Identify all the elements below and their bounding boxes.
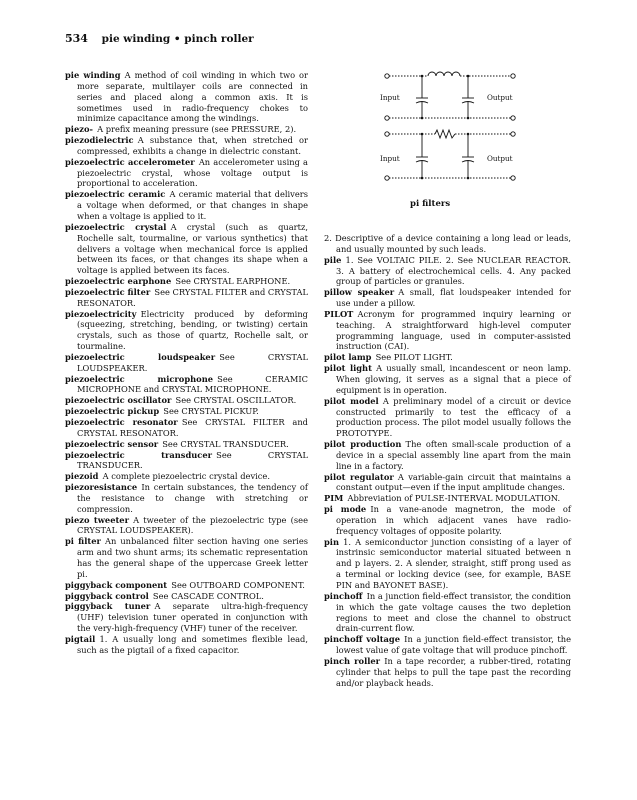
entry-headword: piezoelectric loudspeaker <box>65 351 216 362</box>
entry-headword: piezoid <box>65 471 99 482</box>
entry-headword: piezoresistance <box>65 482 138 493</box>
entry-definition: A preliminary model of a circuit or device constructed primarily to test the efficacy of a production process. The pilot model usually follows the PROTOTYPE. <box>336 395 571 439</box>
entry-headword: piezoelectric oscillator <box>65 395 172 406</box>
entry-definition: In a vane-anode magnetron, the mode of operation in which adjacent vanes have radio-frequency voltages of opposite polarity. <box>336 504 571 536</box>
entry-headword: pilot model <box>324 395 379 406</box>
dictionary-entry <box>324 537 571 591</box>
pi-filter-schematic <box>370 62 530 212</box>
entry-definition: In certain substances, the tendency of the resistance to change with stretching or compression. <box>77 482 308 514</box>
entry-headword: piezoelectric ceramic <box>65 189 166 200</box>
right-column <box>324 233 571 688</box>
dictionary-entry <box>65 189 308 222</box>
dictionary-entry <box>324 363 571 396</box>
dictionary-entry <box>65 395 308 406</box>
entry-headword: piezoelectric pickup <box>65 406 160 417</box>
entry-headword: piezoelectric microphone <box>65 373 214 384</box>
entry-headword: piezo tweeter <box>65 514 129 525</box>
entry-headword: pilot regulator <box>324 471 394 482</box>
entry-headword: pilot light <box>324 363 372 374</box>
entry-headword: piezoelectric transducer <box>65 449 212 460</box>
entry-headword: pile <box>324 254 342 265</box>
dictionary-entry <box>65 439 308 450</box>
entry-headword: pillow speaker <box>324 287 395 298</box>
dictionary-entry <box>65 70 308 124</box>
entry-definition: A ceramic material that delivers a voltage when deformed, or that changes in shape when a voltage is applied to it. <box>77 189 308 221</box>
entry-definition: See CERAMIC MICROPHONE and CRYSTAL MICROPHONE. <box>77 373 308 395</box>
dictionary-entry <box>65 157 308 190</box>
entry-headword: piggyback component <box>65 579 168 590</box>
dictionary-entry <box>65 135 308 157</box>
dictionary-entry <box>65 287 308 309</box>
dictionary-entry <box>65 309 308 352</box>
entry-definition: See CRYSTAL EARPHONE. <box>175 276 291 287</box>
entry-definition: See CRYSTAL FILTER and CRYSTAL RESONATOR. <box>77 286 309 308</box>
dictionary-entry <box>324 233 571 255</box>
bottom-output-label: Output <box>487 154 513 163</box>
entry-headword: PILOT <box>324 308 354 319</box>
dictionary-entry <box>324 591 571 634</box>
dictionary-entry <box>65 276 308 287</box>
top-output-label: Output <box>487 93 513 102</box>
entry-definition: See CRYSTAL PICKUP. <box>163 406 259 417</box>
page-number: 534 <box>65 32 88 45</box>
entry-headword: piezoelectric resonator <box>65 417 178 427</box>
entry-headword: pi mode <box>324 504 367 515</box>
dictionary-entry <box>324 504 571 537</box>
dictionary-entry <box>324 439 571 472</box>
entry-definition: A variable-gain circuit that maintains a constant output—even if the input amplitude changes. <box>336 471 571 493</box>
entry-definition: A separate ultra-high-frequency (UHF) television tuner operated in conjunction with the very-high-frequency (VHF) tuner of the receiver. <box>77 601 308 634</box>
dictionary-entry <box>324 472 571 494</box>
left-column <box>65 70 308 656</box>
entry-definition: A usually small, incandescent or neon lamp. When glowing, it serves as a signal that a piece of equipment is in operation. <box>336 363 571 395</box>
entry-definition: A method of coil winding in which two or more separate, multilayer coils are connected in series and placed along a common axis. It is sometimes used in radio-frequency chokes to minimize capacitance among the windings. <box>77 70 308 124</box>
entry-headword: piezoelectric filter <box>65 286 151 297</box>
dictionary-entry <box>65 406 308 417</box>
entry-definition: An accelerometer using a piezoelectric crystal, whose voltage output is proportional to acceleration. <box>77 156 308 189</box>
dictionary-entry <box>65 580 308 591</box>
dictionary-entry <box>324 493 571 504</box>
entry-definition: Electricity produced by deforming (squeezing, stretching, bending, or twisting) certain crystals, such as those of quartz, Rochelle salt, or tourmaline. <box>77 308 308 352</box>
figure-caption: pi filters <box>410 199 451 209</box>
dictionary-entry <box>65 374 308 396</box>
entry-definition: See OUTBOARD COMPONENT. <box>171 579 305 590</box>
entry-definition: See CRYSTAL TRANSDUCER. <box>77 449 308 471</box>
entry-definition: In a junction field-effect transistor, the condition in which the gate voltage causes the two depletion regions to meet and close the channel to obstruct drain-current flow. <box>336 590 571 634</box>
entry-headword: pilot lamp <box>324 352 372 363</box>
entry-headword: piezoelectric earphone <box>65 276 172 287</box>
entry-headword: piezoelectric crystal <box>65 221 167 232</box>
entry-headword: pinch roller <box>324 655 381 666</box>
dictionary-entry <box>65 601 308 634</box>
dictionary-entry <box>65 482 308 515</box>
dictionary-entry <box>324 634 571 656</box>
dictionary-entry <box>65 536 308 579</box>
entry-definition: See CASCADE CONTROL. <box>152 590 264 601</box>
dictionary-entry <box>65 417 308 439</box>
dictionary-entry <box>65 352 308 374</box>
dictionary-entry <box>324 309 571 352</box>
dictionary-entry <box>324 287 571 309</box>
entry-headword: pinchoff <box>324 590 363 601</box>
dictionary-entry <box>65 124 308 135</box>
entry-definition: Abbreviation of PULSE-INTERVAL MODULATION. <box>347 493 561 504</box>
entry-definition: The often small-scale production of a device in a special assembly line apart from the main line in a factory. <box>336 439 571 471</box>
entry-definition: See CRYSTAL FILTER and CRYSTAL RESONATOR. <box>77 417 308 438</box>
entry-headword: piezodielectric <box>65 135 134 146</box>
entry-definition: A prefix meaning pressure (see PRESSURE, 2). <box>97 124 297 135</box>
dictionary-entry <box>324 255 571 288</box>
entry-headword: piggyback control <box>65 590 149 601</box>
dictionary-entry <box>324 352 571 363</box>
dictionary-entry <box>324 396 571 439</box>
entry-definition: A crystal (such as quartz, Rochelle salt, tourmaline, or various synthetics) that delivers a voltage when mechanical force is applied between its faces, or that changes its shape when a voltage is applied between its faces. <box>77 221 308 276</box>
entry-definition: See CRYSTAL LOUDSPEAKER. <box>77 351 308 373</box>
entry-headword: pi filter <box>65 536 101 547</box>
entry-headword: piggyback tuner <box>65 601 151 612</box>
page-header <box>65 32 254 45</box>
entry-headword: pigtail <box>65 633 96 644</box>
entry-headword: piezo- <box>65 124 93 135</box>
entry-definition: A tweeter of the piezoelectric type (see CRYSTAL LOUDSPEAKER). <box>77 514 308 536</box>
dictionary-entry <box>324 656 571 689</box>
top-input-label: Input <box>380 93 400 102</box>
entry-definition: An unbalanced filter section having one series arm and two shunt arms; its schematic representation has the general shape of the uppercase Greek letter pi. <box>77 536 308 579</box>
entry-definition: 2. Descriptive of a device containing a long lead or leads, and usually mounted by such leads. <box>324 233 571 254</box>
dictionary-entry <box>65 222 308 276</box>
bottom-input-label: Input <box>380 154 400 163</box>
entry-headword: pinchoff voltage <box>324 634 401 645</box>
pi-filters-figure <box>370 62 530 212</box>
entry-headword: piezoelectric accelerometer <box>65 156 195 167</box>
dictionary-entry <box>65 450 308 472</box>
entry-definition: See CRYSTAL OSCILLATOR. <box>175 395 297 406</box>
entry-definition: See PILOT LIGHT. <box>375 352 453 363</box>
dictionary-entry <box>65 591 308 602</box>
guide-words: pie winding • pinch roller <box>101 33 254 45</box>
entry-definition: Acronym for programmed inquiry learning or teaching. A straightforward high-level computer programming language, used in computer-assisted instruction (CAI). <box>336 308 571 352</box>
entry-headword: piezoelectricity <box>65 308 137 319</box>
entry-definition: A substance that, when stretched or compressed, exhibits a change in dielectric constant. <box>77 135 308 156</box>
entry-headword: PIM <box>324 493 344 504</box>
dictionary-entry <box>65 634 308 656</box>
entry-definition: 1. A usually long and sometimes flexible lead, such as the pigtail of a fixed capacitor. <box>77 633 308 655</box>
entry-definition: 1. A semiconductor junction consisting of a layer of instrinsic semiconductor material situated between n and p layers. 2. A slender, straight, stiff prong used as a terminal or locking device (see, for example, BASE PIN and BAYONET BASE). <box>336 536 571 590</box>
entry-definition: See CRYSTAL TRANSDUCER. <box>162 438 289 449</box>
dictionary-entry <box>65 515 308 537</box>
entry-definition: In a junction field-effect transistor, the lowest value of gate voltage that will produce pinchoff. <box>336 634 571 656</box>
dictionary-entry <box>65 471 308 482</box>
entry-definition: A small, flat loudspeaker intended for use under a pillow. <box>336 287 571 309</box>
entry-headword: pilot production <box>324 439 402 450</box>
entry-definition: In a tape recorder, a rubber-tired, rotating cylinder that helps to pull the tape past the recording and/or playback heads. <box>336 655 571 688</box>
entry-headword: pin <box>324 536 339 547</box>
entry-definition: 1. See VOLTAIC PILE. 2. See NUCLEAR REACTOR. 3. A battery of electrochemical cells. 4. Any packed group of particles or granules. <box>336 254 571 287</box>
entry-definition: A complete piezoelectric crystal device. <box>102 471 270 482</box>
entry-headword: piezoelectric sensor <box>65 438 159 449</box>
entry-headword: pie winding <box>65 70 121 80</box>
